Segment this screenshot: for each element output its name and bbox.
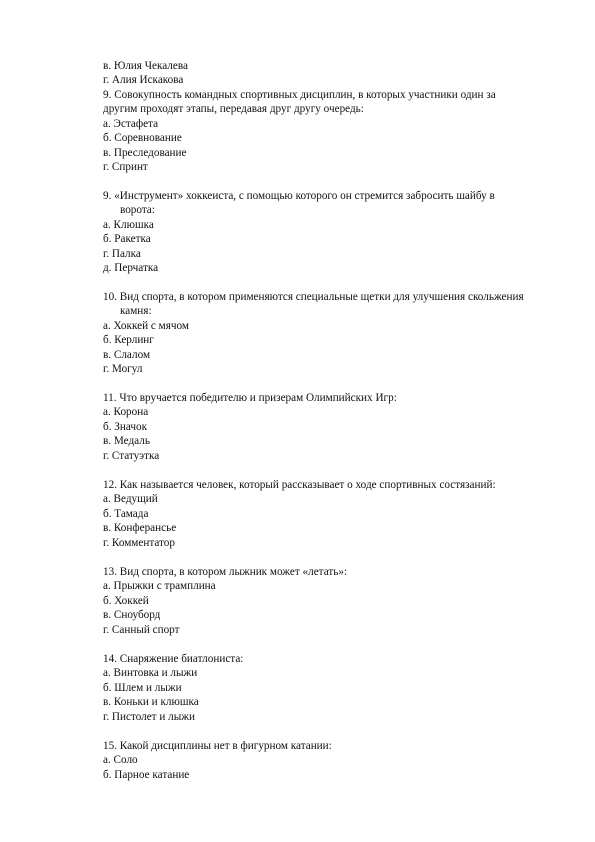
answer-option: г. Санный спорт: [103, 624, 180, 636]
answer-option: а. Прыжки с трамплина: [103, 580, 216, 592]
answer-option: б. Керлинг: [103, 334, 154, 346]
answer-option: б. Значок: [103, 421, 148, 433]
answer-option: а. Винтовка и лыжи: [103, 667, 198, 679]
answer-option: а. Клюшка: [103, 219, 154, 231]
answer-option: в. Конферансье: [103, 522, 177, 534]
answer-option: б. Хоккей: [103, 595, 149, 607]
answer-option: г. Пистолет и лыжи: [103, 711, 195, 723]
answer-option: в. Юлия Чекалева: [103, 60, 188, 72]
answer-option: в. Преследование: [103, 147, 187, 159]
answer-option: б. Ракетка: [103, 233, 151, 245]
answer-option: в. Коньки и клюшка: [103, 696, 199, 708]
answer-option: а. Корона: [103, 406, 149, 418]
answer-option: а. Соло: [103, 754, 138, 766]
question-text: 11. Что вручается победителю и призерам Олимпийских Игр:: [103, 392, 397, 404]
answer-option: д. Перчатка: [103, 262, 159, 274]
question-text: 9. Совокупность командных спортивных дисциплин, в которых участники один за: [103, 89, 496, 101]
answer-option: б. Соревнование: [103, 132, 182, 144]
question-text: 13. Вид спорта, в котором лыжник может «летать»:: [103, 566, 348, 578]
answer-option: а. Хоккей с мячом: [103, 320, 189, 332]
answer-option: б. Шлем и лыжи: [103, 682, 182, 694]
answer-option: в. Медаль: [103, 435, 150, 447]
question-text: воротa:: [120, 204, 155, 216]
answer-option: г. Комментатор: [103, 537, 175, 549]
answer-option: в. Слалом: [103, 349, 151, 361]
question-text: 9. «Инструмент» хоккеиста, с помощью которого он стремится забросить шайбу в: [103, 190, 495, 202]
answer-option: г. Алия Искакова: [103, 74, 184, 86]
answer-option: а. Ведущий: [103, 493, 158, 505]
answer-option: б. Тамада: [103, 508, 149, 520]
question-text: 12. Как называется человек, который рассказывает о ходе спортивных состязаний:: [103, 479, 496, 491]
answer-option: г. Могул: [103, 363, 143, 375]
question-text: 10. Вид спорта, в котором применяются специальные щетки для улучшения скольжения: [103, 291, 524, 303]
question-text: другим проходят этапы, передавая друг другу очередь:: [103, 103, 364, 115]
question-text: камня:: [120, 305, 152, 317]
answer-option: в. Сноуборд: [103, 609, 161, 621]
answer-option: г. Спринт: [103, 161, 148, 173]
answer-option: г. Палка: [103, 248, 141, 260]
answer-option: б. Парное катание: [103, 769, 190, 781]
question-text: 15. Какой дисциплины нет в фигурном катании:: [103, 740, 332, 752]
question-text: 14. Снаряжение биатлониста:: [103, 653, 244, 665]
answer-option: г. Статуэтка: [103, 450, 160, 462]
answer-option: а. Эстафета: [103, 118, 159, 130]
